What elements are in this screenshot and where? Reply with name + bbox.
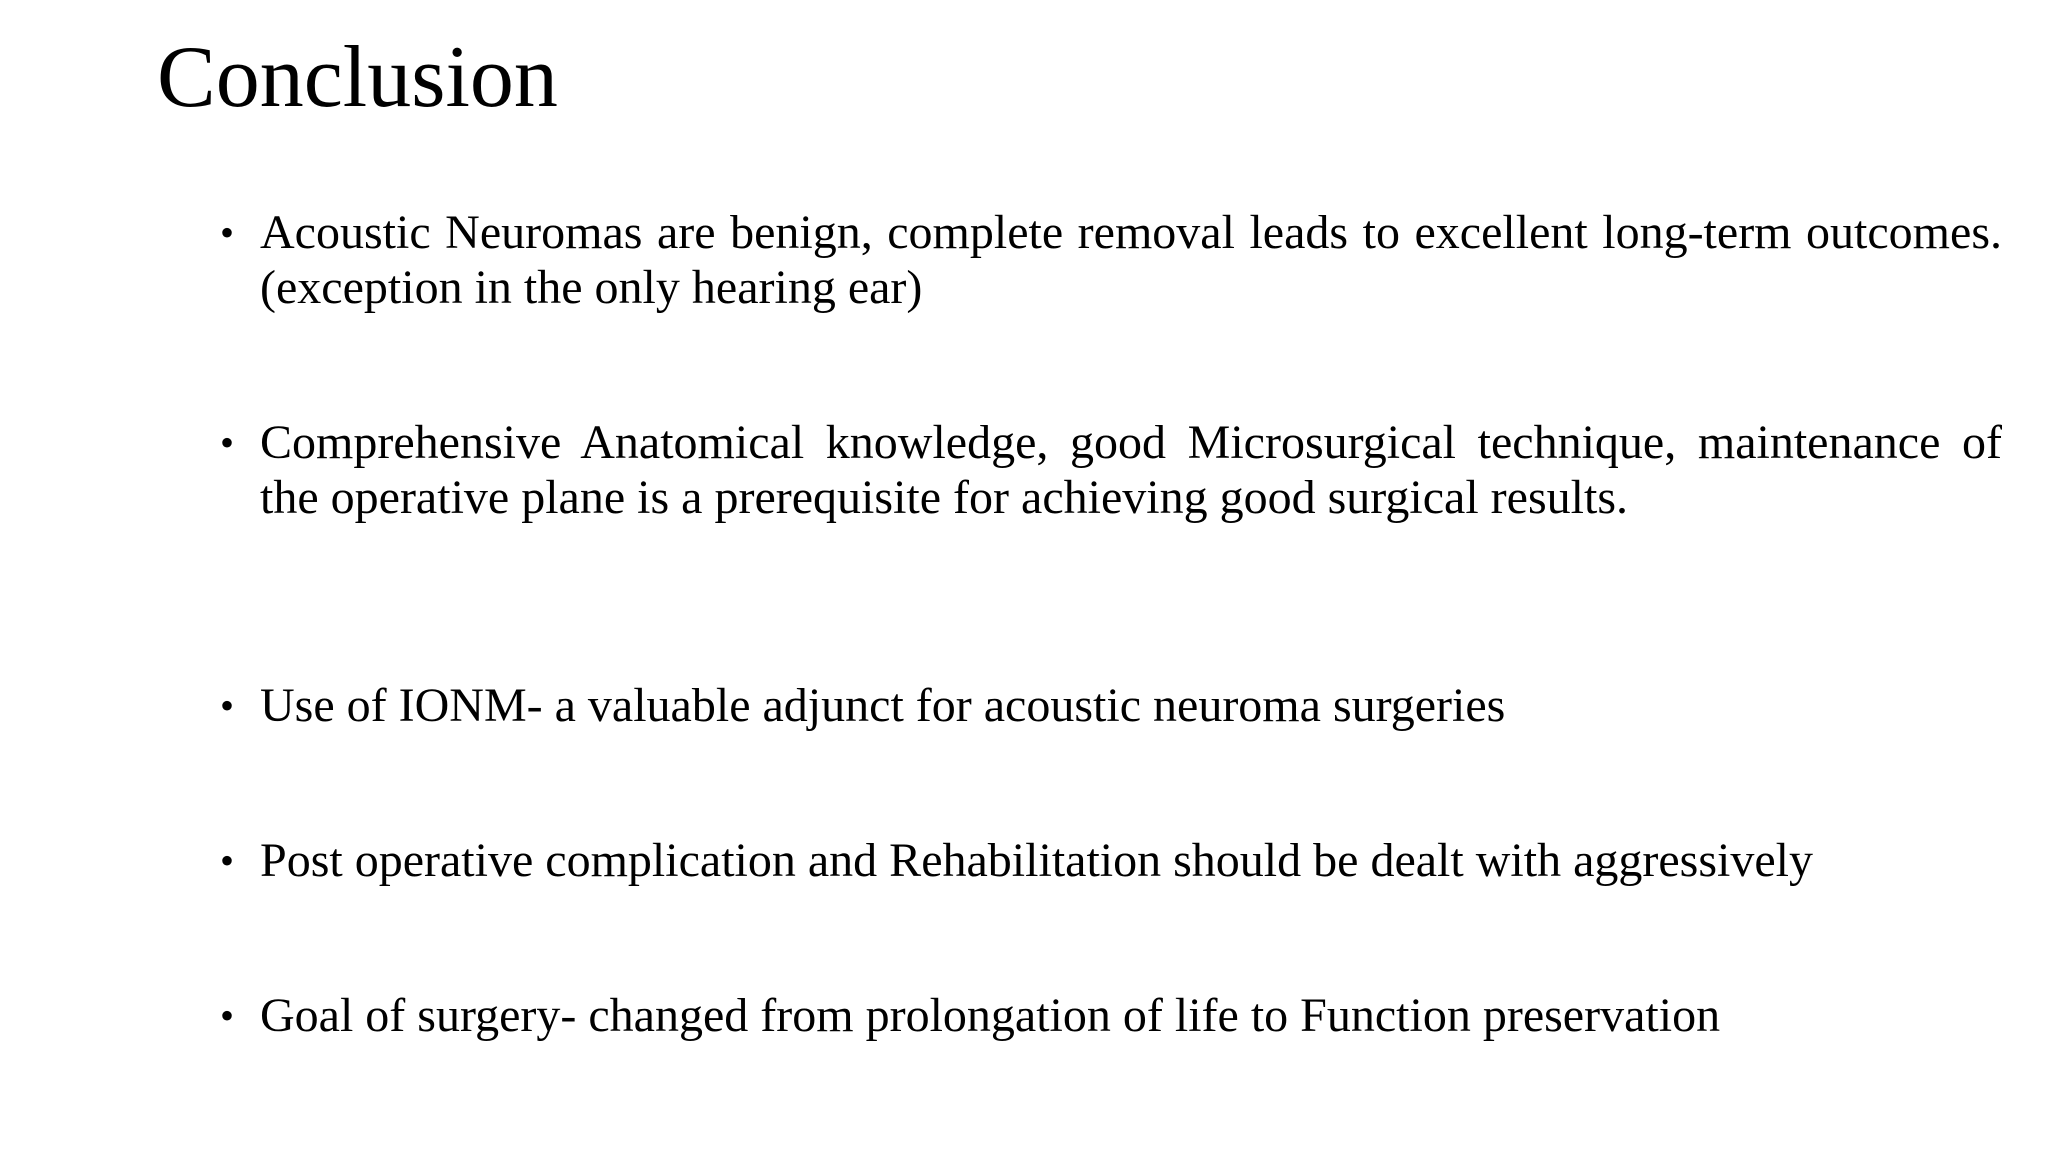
bullet-text: Comprehensive Anatomical knowledge, good Microsurgical technique, maintenance of the operative plane is a prerequisite for achieving good surgical results. — [260, 416, 2002, 524]
bullet-icon: • — [220, 420, 235, 465]
bullet-text: Goal of surgery- changed from prolongation of life to Function preservation — [260, 989, 1721, 1042]
bullet-text: Post operative complication and Rehabilitation should be dealt with aggressively — [260, 834, 1813, 887]
bullet-text: Use of IONM- a valuable adjunct for acoustic neuroma surgeries — [260, 679, 1506, 732]
bullet-icon: • — [220, 210, 235, 255]
bullet-icon: • — [220, 838, 235, 883]
slide-title: Conclusion — [157, 29, 558, 126]
bullet-icon: • — [220, 993, 235, 1038]
bullet-item — [220, 988, 2002, 1043]
bullet-item — [220, 678, 2002, 733]
bullet-item — [220, 833, 2002, 888]
bullet-item — [220, 415, 2002, 525]
bullet-item — [220, 205, 2002, 315]
bullet-text: Acoustic Neuromas are benign, complete removal leads to excellent long-term outcomes. (exception in the only hearing ear) — [260, 206, 2002, 314]
bullet-icon: • — [220, 683, 235, 728]
